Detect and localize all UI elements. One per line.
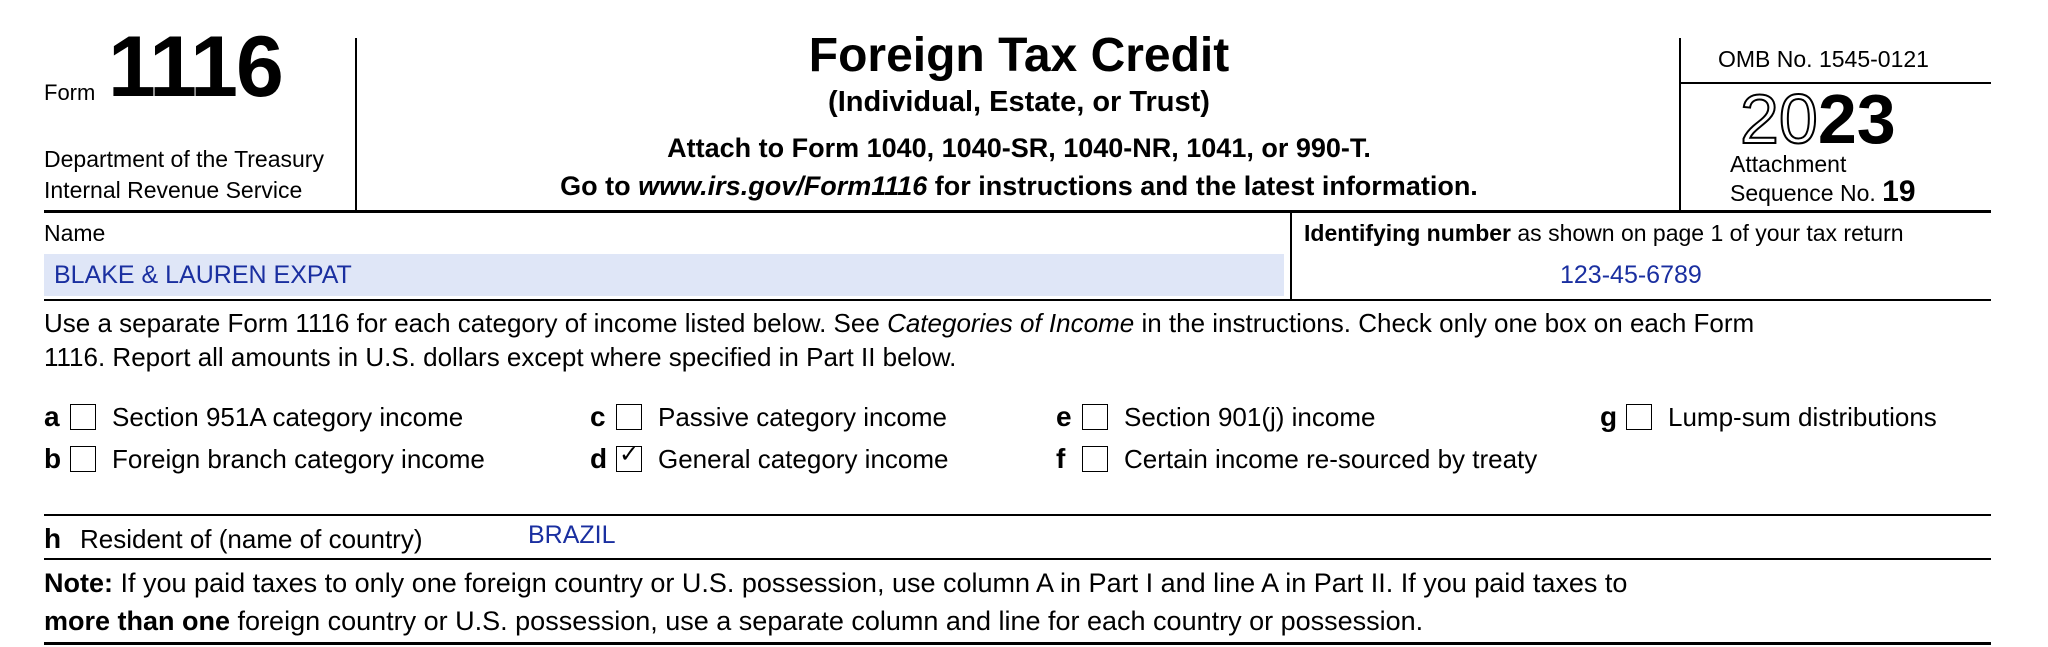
department-line-1: Department of the Treasury	[44, 146, 324, 172]
note-label: Note:	[44, 568, 113, 598]
checkbox-a[interactable]	[70, 404, 96, 430]
attach-instructions: Attach to Form 1040, 1040-SR, 1040-NR, 1041, or 990-T.	[667, 133, 1371, 163]
header-bottom-rule	[44, 210, 1991, 213]
header-divider-right	[1679, 38, 1681, 210]
category-a[interactable]	[44, 401, 463, 433]
category-c[interactable]	[590, 401, 947, 433]
category-letter: f	[1056, 443, 1066, 474]
category-label: Section 951A category income	[112, 401, 464, 432]
instr-text-a: Use a separate Form 1116 for each category of income listed below. See	[44, 308, 880, 338]
tax-year	[1740, 80, 1896, 158]
category-g[interactable]	[1600, 401, 1937, 433]
form-title: Foreign Tax Credit	[808, 29, 1230, 82]
note-line-1	[44, 568, 1627, 599]
residence-label: Resident of (name of country)	[80, 524, 423, 554]
name-row-bottom-rule	[44, 299, 1991, 301]
category-letter: c	[590, 401, 606, 432]
sequence-number: 19	[1882, 175, 1916, 208]
sequence-label	[1730, 175, 1916, 209]
form-subtitle: (Individual, Estate, or Trust)	[828, 86, 1210, 118]
category-d[interactable]	[590, 443, 948, 475]
identifying-number-value[interactable]: 123-45-6789	[1560, 261, 1702, 289]
category-letter: d	[590, 443, 608, 474]
checkbox-c[interactable]	[616, 404, 642, 430]
checkbox-b[interactable]	[70, 446, 96, 472]
instructions-line-1	[44, 308, 1754, 339]
name-label: Name	[44, 220, 106, 246]
checkbox-f[interactable]	[1082, 446, 1108, 472]
instr-italic: Categories of Income	[887, 308, 1135, 338]
tax-year-outline: 20	[1740, 80, 1818, 158]
tax-year-bold: 23	[1817, 80, 1896, 158]
category-letter: g	[1600, 401, 1618, 432]
checkbox-d[interactable]	[616, 441, 642, 472]
category-label: General category income	[658, 443, 949, 474]
category-label: Certain income re-sourced by treaty	[1124, 443, 1538, 474]
omb-number: OMB No. 1545-0121	[1718, 46, 1929, 72]
checkbox-e[interactable]	[1082, 404, 1108, 430]
category-letter: b	[44, 443, 62, 474]
note-bottom-rule	[44, 642, 1991, 645]
note-text-1: If you paid taxes to only one foreign country or U.S. possession, use column A in Part I and line A in Part II. If you paid taxes to	[120, 568, 1628, 598]
checkbox-g[interactable]	[1626, 404, 1652, 430]
irs-url-link[interactable]: www.irs.gov/Form1116	[638, 171, 928, 201]
goto-instructions	[360, 171, 1678, 202]
form-number: 1116	[108, 19, 282, 115]
category-b[interactable]	[44, 443, 485, 475]
category-letter: e	[1056, 401, 1072, 432]
sequence-text: Sequence No.	[1730, 180, 1876, 206]
header-divider-left	[355, 38, 357, 210]
note-text-2: foreign country or U.S. possession, use a separate column and line for each country or possession.	[237, 606, 1424, 636]
id-label-bold: Identifying number	[1304, 220, 1511, 246]
identifying-number-label	[1304, 220, 1904, 247]
goto-suffix: for instructions and the latest information.	[934, 171, 1478, 201]
department-line-2: Internal Revenue Service	[44, 177, 303, 203]
check-icon: ✓	[619, 441, 640, 468]
category-e[interactable]	[1056, 401, 1375, 433]
name-value: BLAKE & LAUREN EXPAT	[54, 261, 352, 289]
name-id-divider	[1290, 212, 1292, 300]
category-label: Section 901(j) income	[1124, 401, 1376, 432]
note-bold: more than one	[44, 606, 231, 636]
residence-letter: h	[44, 523, 62, 554]
category-label: Passive category income	[658, 401, 948, 432]
attachment-label: Attachment	[1730, 151, 1847, 177]
category-label: Lump-sum distributions	[1668, 401, 1937, 432]
residence-country-input[interactable]: BRAZIL	[528, 521, 616, 549]
category-f[interactable]	[1056, 443, 1537, 475]
note-line-2	[44, 606, 1423, 637]
residence-bottom-rule	[44, 558, 1991, 560]
category-letter: a	[44, 401, 60, 432]
goto-prefix: Go to	[560, 171, 631, 201]
categories-bottom-rule	[44, 514, 1991, 516]
instr-text-b: in the instructions. Check only one box on each Form	[1141, 308, 1755, 338]
id-label-rest: as shown on page 1 of your tax return	[1517, 220, 1904, 246]
category-label: Foreign branch category income	[112, 443, 485, 474]
instructions-line-2: 1116. Report all amounts in U.S. dollars except where specified in Part II below.	[44, 342, 957, 372]
form-label: Form	[44, 80, 96, 105]
